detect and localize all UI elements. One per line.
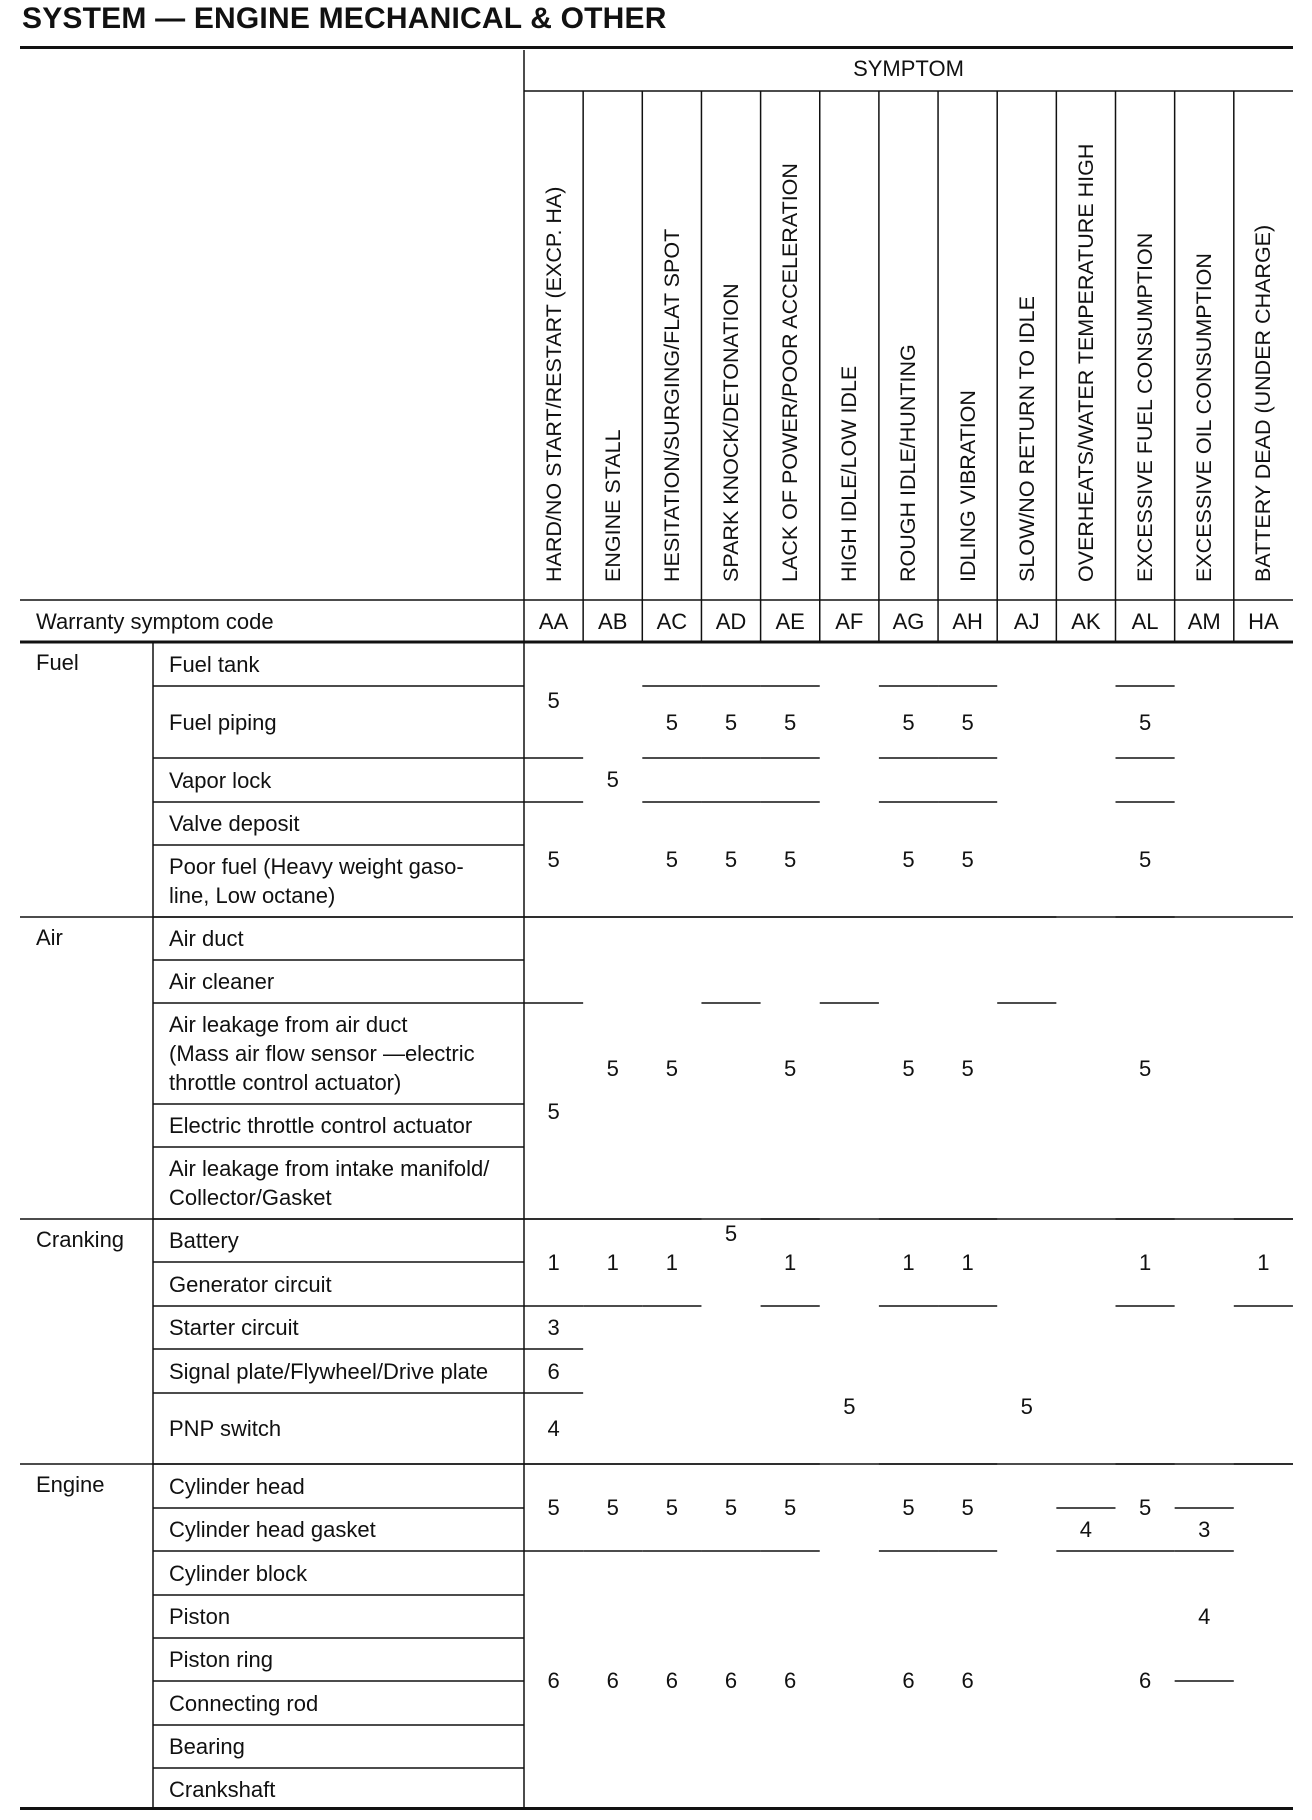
row-label-line: throttle control actuator) bbox=[169, 1070, 402, 1095]
group-label: Cranking bbox=[36, 1227, 125, 1252]
table-cell-value: 5 bbox=[665, 1055, 678, 1081]
table-row-label bbox=[167, 1104, 522, 1147]
table-cell-value: 5 bbox=[902, 1495, 915, 1520]
table-row-label bbox=[167, 1262, 522, 1306]
table-row-label bbox=[167, 1393, 522, 1464]
warranty-code: AB bbox=[598, 608, 628, 634]
table-cell-value: 5 bbox=[843, 1394, 856, 1419]
table-cell-value: 1 bbox=[1138, 1250, 1152, 1275]
table-cell-value bbox=[1116, 642, 1175, 686]
table-cell-value bbox=[820, 642, 879, 917]
bottom-rule bbox=[20, 1807, 1293, 1810]
table-row-label bbox=[167, 1003, 522, 1104]
table-row-label bbox=[167, 1595, 522, 1638]
table-cell-value: 5 bbox=[606, 1055, 619, 1081]
table-row-label bbox=[167, 1306, 522, 1349]
table-cell-value: 5 bbox=[961, 1495, 974, 1520]
warranty-code: AD bbox=[715, 608, 747, 634]
table-cell-value: 5 bbox=[606, 1495, 619, 1520]
table-cell-value bbox=[524, 758, 583, 802]
group-label: Engine bbox=[36, 1472, 105, 1497]
table-row-label bbox=[167, 1681, 522, 1725]
row-label-line: Air leakage from air duct bbox=[169, 1012, 408, 1037]
table-cell-value: 5 bbox=[547, 1495, 560, 1520]
table-cell-value bbox=[1116, 758, 1175, 802]
table-cell-value: 5 bbox=[784, 709, 797, 735]
table-cell-value: 5 bbox=[1138, 1055, 1152, 1081]
table-row-label bbox=[167, 960, 522, 1003]
table-cell-value bbox=[938, 758, 997, 802]
table-cell-value bbox=[1234, 1464, 1293, 1810]
table-row-label bbox=[167, 1725, 522, 1768]
table-cell-value: 6 bbox=[547, 1668, 560, 1693]
table-cell-value bbox=[1175, 1681, 1234, 1810]
table-cell-value: 6 bbox=[665, 1668, 678, 1693]
table-cell-value: 6 bbox=[961, 1668, 974, 1693]
row-label-line: Poor fuel (Heavy weight gaso- bbox=[169, 854, 464, 879]
table-cell-value: 4 bbox=[547, 1416, 560, 1441]
table-cell-value bbox=[761, 758, 820, 802]
symptom-column-header: ENGINE STALL bbox=[600, 429, 625, 582]
group-label: Air bbox=[36, 925, 63, 950]
table-cell-value: 1 bbox=[1257, 1250, 1270, 1275]
table-cell-value bbox=[997, 917, 1056, 1003]
table-row-label bbox=[167, 802, 522, 845]
table-cell-value: 1 bbox=[665, 1250, 678, 1275]
table-cell-value: 3 bbox=[547, 1315, 560, 1340]
row-label-line: Crankshaft bbox=[169, 1776, 276, 1802]
table-cell-value bbox=[642, 642, 701, 686]
table-row-label bbox=[167, 642, 522, 686]
row-label-line: Starter circuit bbox=[169, 1315, 299, 1340]
table-cell-value: 5 bbox=[961, 1055, 974, 1081]
row-label-line: Collector/Gasket bbox=[169, 1185, 332, 1210]
table-cell-value: 5 bbox=[724, 847, 738, 872]
table-cell-value bbox=[761, 1306, 820, 1464]
symptom-column-header: EXCESSIVE OIL CONSUMPTION bbox=[1192, 253, 1217, 582]
row-label-line: Piston bbox=[169, 1604, 231, 1629]
table-row-label bbox=[167, 1219, 522, 1262]
symptom-column-header: HIGH IDLE/LOW IDLE bbox=[837, 365, 862, 582]
table-cell-value: 5 bbox=[1020, 1394, 1033, 1419]
symptom-column-header: IDLING VIBRATION bbox=[955, 390, 980, 582]
warranty-code: HA bbox=[1248, 608, 1279, 634]
row-label-line: Fuel piping bbox=[169, 709, 277, 735]
table-cell-value: 5 bbox=[784, 1055, 797, 1081]
warranty-code: AL bbox=[1131, 608, 1159, 634]
row-label-line: Cylinder head bbox=[169, 1473, 305, 1499]
table-cell-value: 6 bbox=[1138, 1668, 1152, 1693]
table-cell-value bbox=[879, 642, 938, 686]
table-cell-value: 5 bbox=[724, 1495, 738, 1520]
table-cell-value: 5 bbox=[665, 709, 678, 735]
table-cell-value bbox=[701, 917, 760, 1003]
table-row-label bbox=[167, 1147, 522, 1219]
table-cell-value: 4 bbox=[1079, 1517, 1093, 1542]
symptom-header: SYMPTOM bbox=[853, 56, 964, 81]
symptom-column-header: LACK OF POWER/POOR ACCELERATION bbox=[778, 163, 803, 582]
table-cell-value bbox=[879, 758, 938, 802]
warranty-code: AC bbox=[656, 608, 688, 634]
table-cell-value bbox=[1234, 1306, 1293, 1464]
table-cell-value: 5 bbox=[784, 847, 797, 872]
table-cell-value: 5 bbox=[1138, 709, 1152, 735]
warranty-symptom-code-label: Warranty symptom code bbox=[36, 608, 274, 634]
table-cell-value: 5 bbox=[902, 847, 915, 872]
table-row-label bbox=[167, 686, 522, 758]
table-cell-value bbox=[642, 758, 701, 802]
table-cell-value: 5 bbox=[606, 767, 619, 792]
table-cell-value: 1 bbox=[961, 1250, 974, 1275]
table-cell-value bbox=[820, 917, 879, 1003]
table-cell-value bbox=[642, 1306, 701, 1464]
table-cell-value: 5 bbox=[665, 847, 678, 872]
table-cell-value bbox=[701, 642, 760, 686]
table-cell-value: 5 bbox=[547, 1098, 560, 1124]
table-cell-value: 5 bbox=[902, 709, 915, 735]
row-label-line: Vapor lock bbox=[169, 767, 272, 793]
group-label: Fuel bbox=[36, 650, 79, 675]
row-label-line: Air duct bbox=[169, 926, 244, 951]
table-row-label bbox=[167, 1638, 522, 1681]
symptom-column-header: EXCESSIVE FUEL CONSUMPTION bbox=[1133, 232, 1158, 582]
warranty-code: AA bbox=[538, 608, 569, 634]
table-cell-value: 5 bbox=[961, 847, 974, 872]
row-label-line: Connecting rod bbox=[169, 1690, 319, 1716]
table-cell-value bbox=[524, 917, 583, 1003]
row-label-line: Valve deposit bbox=[169, 811, 300, 836]
row-label-line: PNP switch bbox=[169, 1416, 282, 1441]
table-row-label bbox=[167, 1768, 522, 1810]
table-cell-value: 3 bbox=[1198, 1517, 1211, 1542]
table-cell-value bbox=[997, 642, 1056, 917]
table-cell-value bbox=[938, 642, 997, 686]
symptom-column-header: OVERHEATS/WATER TEMPERATURE HIGH bbox=[1073, 143, 1098, 582]
table-cell-value: 1 bbox=[606, 1250, 619, 1275]
table-cell-value bbox=[1056, 1551, 1115, 1810]
row-label-line: Air cleaner bbox=[169, 969, 275, 994]
table-row-label bbox=[167, 1464, 522, 1508]
table-row-label bbox=[167, 845, 522, 917]
table-cell-value bbox=[938, 1306, 997, 1464]
row-label-line: Piston ring bbox=[169, 1647, 273, 1672]
table-row-label bbox=[167, 1349, 522, 1393]
warranty-code: AF bbox=[835, 608, 864, 634]
table-cell-value: 4 bbox=[1198, 1603, 1211, 1629]
table-row-label bbox=[167, 758, 522, 802]
row-label-line: Air leakage from intake manifold/ bbox=[169, 1156, 490, 1181]
table-cell-value: 6 bbox=[547, 1358, 560, 1384]
table-cell-value bbox=[761, 642, 820, 686]
table-cell-value: 1 bbox=[784, 1250, 797, 1275]
table-cell-value bbox=[1056, 642, 1115, 1508]
table-cell-value bbox=[1175, 642, 1234, 1508]
table-cell-value: 5 bbox=[724, 709, 738, 735]
table-cell-value: 6 bbox=[902, 1668, 915, 1693]
warranty-code: AK bbox=[1071, 608, 1101, 634]
symptom-column-header: SPARK KNOCK/DETONATION bbox=[719, 283, 744, 582]
table-cell-value: 5 bbox=[724, 1221, 738, 1246]
table-cell-value: 1 bbox=[902, 1250, 915, 1275]
symptom-column-header: HARD/NO START/RESTART (EXCP. HA) bbox=[541, 186, 566, 582]
row-label-line: Generator circuit bbox=[169, 1271, 332, 1297]
table-cell-value: 5 bbox=[1138, 847, 1152, 872]
row-label-line: Electric throttle control actuator bbox=[169, 1113, 473, 1138]
row-label-line: Fuel tank bbox=[169, 651, 260, 677]
table-cell-value: 5 bbox=[1138, 1495, 1152, 1520]
table-cell-value bbox=[1234, 642, 1293, 1219]
symptom-column-header: BATTERY DEAD (UNDER CHARGE) bbox=[1251, 224, 1276, 582]
table-row-label bbox=[167, 1551, 522, 1595]
table-cell-value: 6 bbox=[784, 1668, 797, 1693]
table-cell-value: 5 bbox=[665, 1495, 678, 1520]
table-cell-value bbox=[583, 1306, 642, 1464]
row-label-line: line, Low octane) bbox=[169, 883, 336, 908]
symptom-column-header: HESITATION/SURGING/FLAT SPOT bbox=[659, 228, 684, 582]
row-label-line: Cylinder head gasket bbox=[169, 1517, 376, 1542]
table-cell-value: 6 bbox=[724, 1668, 738, 1693]
page-title: SYSTEM — ENGINE MECHANICAL & OTHER bbox=[22, 2, 667, 35]
table-cell-value: 5 bbox=[547, 687, 560, 713]
warranty-code: AM bbox=[1187, 608, 1221, 634]
table-cell-value bbox=[879, 1306, 938, 1464]
table-cell-value: 6 bbox=[606, 1668, 619, 1693]
table-row-label bbox=[167, 1508, 522, 1551]
warranty-code: AH bbox=[952, 608, 983, 634]
row-label-line: Bearing bbox=[169, 1734, 245, 1759]
table-row-label bbox=[167, 917, 522, 960]
table-cell-value: 5 bbox=[784, 1495, 797, 1520]
table-cell-value: 5 bbox=[961, 709, 974, 735]
table-cell-value bbox=[1116, 1306, 1175, 1464]
warranty-code: AG bbox=[892, 608, 925, 634]
row-label-line: (Mass air flow sensor —electric bbox=[169, 1041, 475, 1066]
row-label-line: Signal plate/Flywheel/Drive plate bbox=[169, 1358, 489, 1384]
table-cell-value: 1 bbox=[547, 1250, 560, 1275]
warranty-code: AJ bbox=[1013, 608, 1040, 634]
warranty-code: AE bbox=[775, 608, 805, 634]
row-label-line: Battery bbox=[169, 1228, 239, 1253]
table-cell-value: 5 bbox=[547, 847, 560, 872]
table-cell-value: 5 bbox=[902, 1055, 915, 1081]
row-label-line: Cylinder block bbox=[169, 1560, 308, 1586]
table-cell-value bbox=[701, 758, 760, 802]
symptom-column-header: SLOW/NO RETURN TO IDLE bbox=[1014, 296, 1039, 582]
symptom-column-header: ROUGH IDLE/HUNTING bbox=[896, 344, 921, 582]
